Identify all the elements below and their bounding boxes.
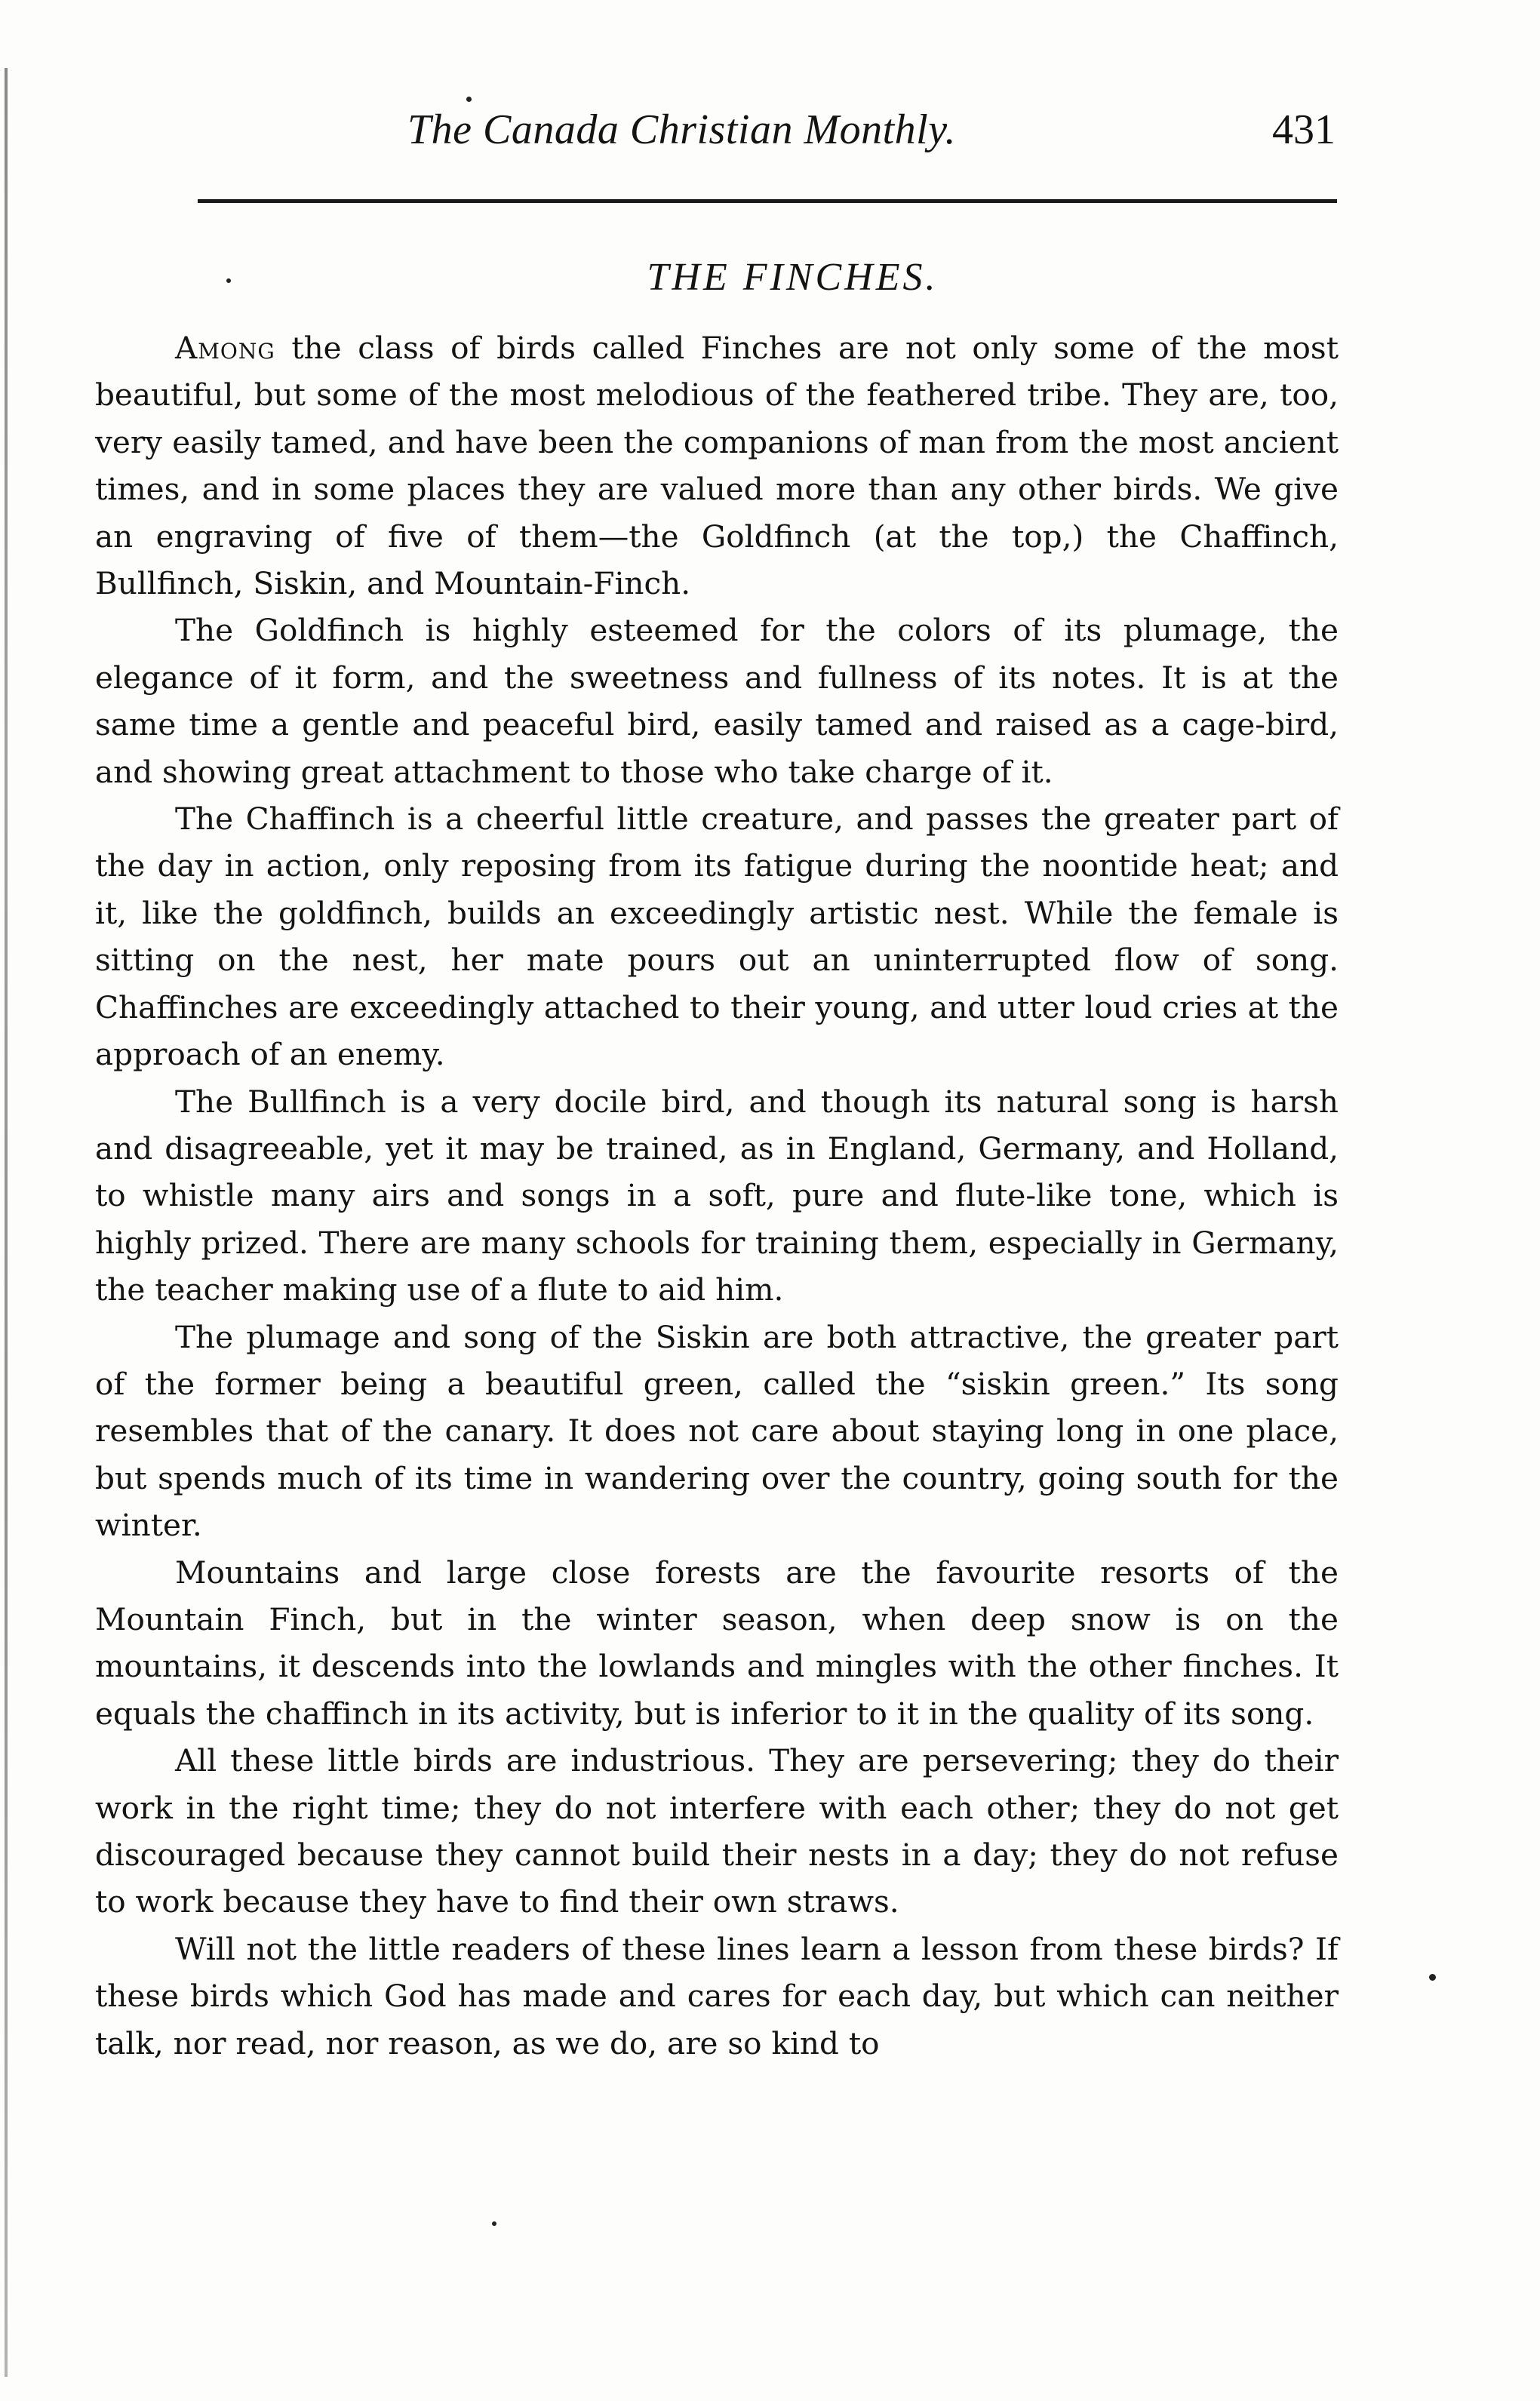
page-number: 431 <box>1272 106 1336 153</box>
paragraph: Will not the little readers of these lines learn a lesson from these birds? If these birds which God has made and cares for each day, but which can neither talk, nor read, nor reason, as we do, are so kind to <box>95 1930 1339 2061</box>
article-body <box>95 324 1339 2067</box>
page-binding-edge <box>5 68 8 2377</box>
running-head: The Canada Christian Monthly. <box>407 106 956 153</box>
paragraph: All these little birds are industrious. They are persevering; they do their work in the right time; they do not interfere with each other; they do not get discouraged because they cannot build their nests in a day; they do not refuse to work because they have to find their own straws. <box>95 1742 1339 1920</box>
paragraph: The plumage and song of the Siskin are both attractive, the greater part of the former being a beautiful green, called the “siskin green.” Its song resembles that of the canary. It does not care about staying long in one place, but spends much of its time in wandering over the country, going south for the winter. <box>95 1318 1339 1544</box>
ink-speck <box>1429 1974 1436 1981</box>
article-title: THE FINCHES. <box>647 256 939 299</box>
ink-speck <box>466 97 472 102</box>
paragraph-lead-word: Among <box>175 330 275 366</box>
page-header <box>98 106 1336 181</box>
header-rule <box>198 199 1337 203</box>
ink-speck <box>492 2221 496 2226</box>
paragraph-text: the class of birds called Finches are not only some of the most beautiful, but some of the most melodious of the feathered tribe. They are, too, very easily tamed, and have been the companions of man from the most ancient times, and in some places they are valued more than any other birds. We give an engraving of five of them—the Goldfinch (at the top,) the Chaffinch, Bullfinch, Siskin, and Mountain-Finch. <box>95 330 1339 602</box>
paragraph: The Goldfinch is highly esteemed for the colors of its plumage, the elegance of it form, and the sweetness and fullness of its notes. It is at the same time a gentle and peaceful bird, easily tamed and raised as a cage-bird, and showing great attachment to those who take charge of it. <box>95 612 1339 790</box>
paragraph <box>95 324 1339 607</box>
paragraph: Mountains and large close forests are the favourite resorts of the Mountain Finch, but in the winter season, when deep snow is on the mountains, it descends into the lowlands and mingles with the other finches. It equals the chaffinch in its activity, but is inferior to it in the quality of its song. <box>95 1554 1339 1732</box>
paragraph: The Chaffinch is a cheerful little creature, and passes the greater part of the day in action, only reposing from its fatigue during the noontide heat; and it, like the goldfinch, builds an exceedingly artistic nest. While the female is sitting on the nest, her mate pours out an uninterrupted flow of song. Chaffinches are exceedingly attached to their young, and utter loud cries at the approach of an enemy. <box>95 801 1339 1073</box>
paragraph: The Bullfinch is a very docile bird, and though its natural song is harsh and disagreeable, yet it may be trained, as in England, Germany, and Holland, to whistle many airs and songs in a soft, pure and flute-like tone, which is highly prized. There are many schools for training them, especially in Germany, the teacher making use of a flute to aid him. <box>95 1083 1339 1308</box>
